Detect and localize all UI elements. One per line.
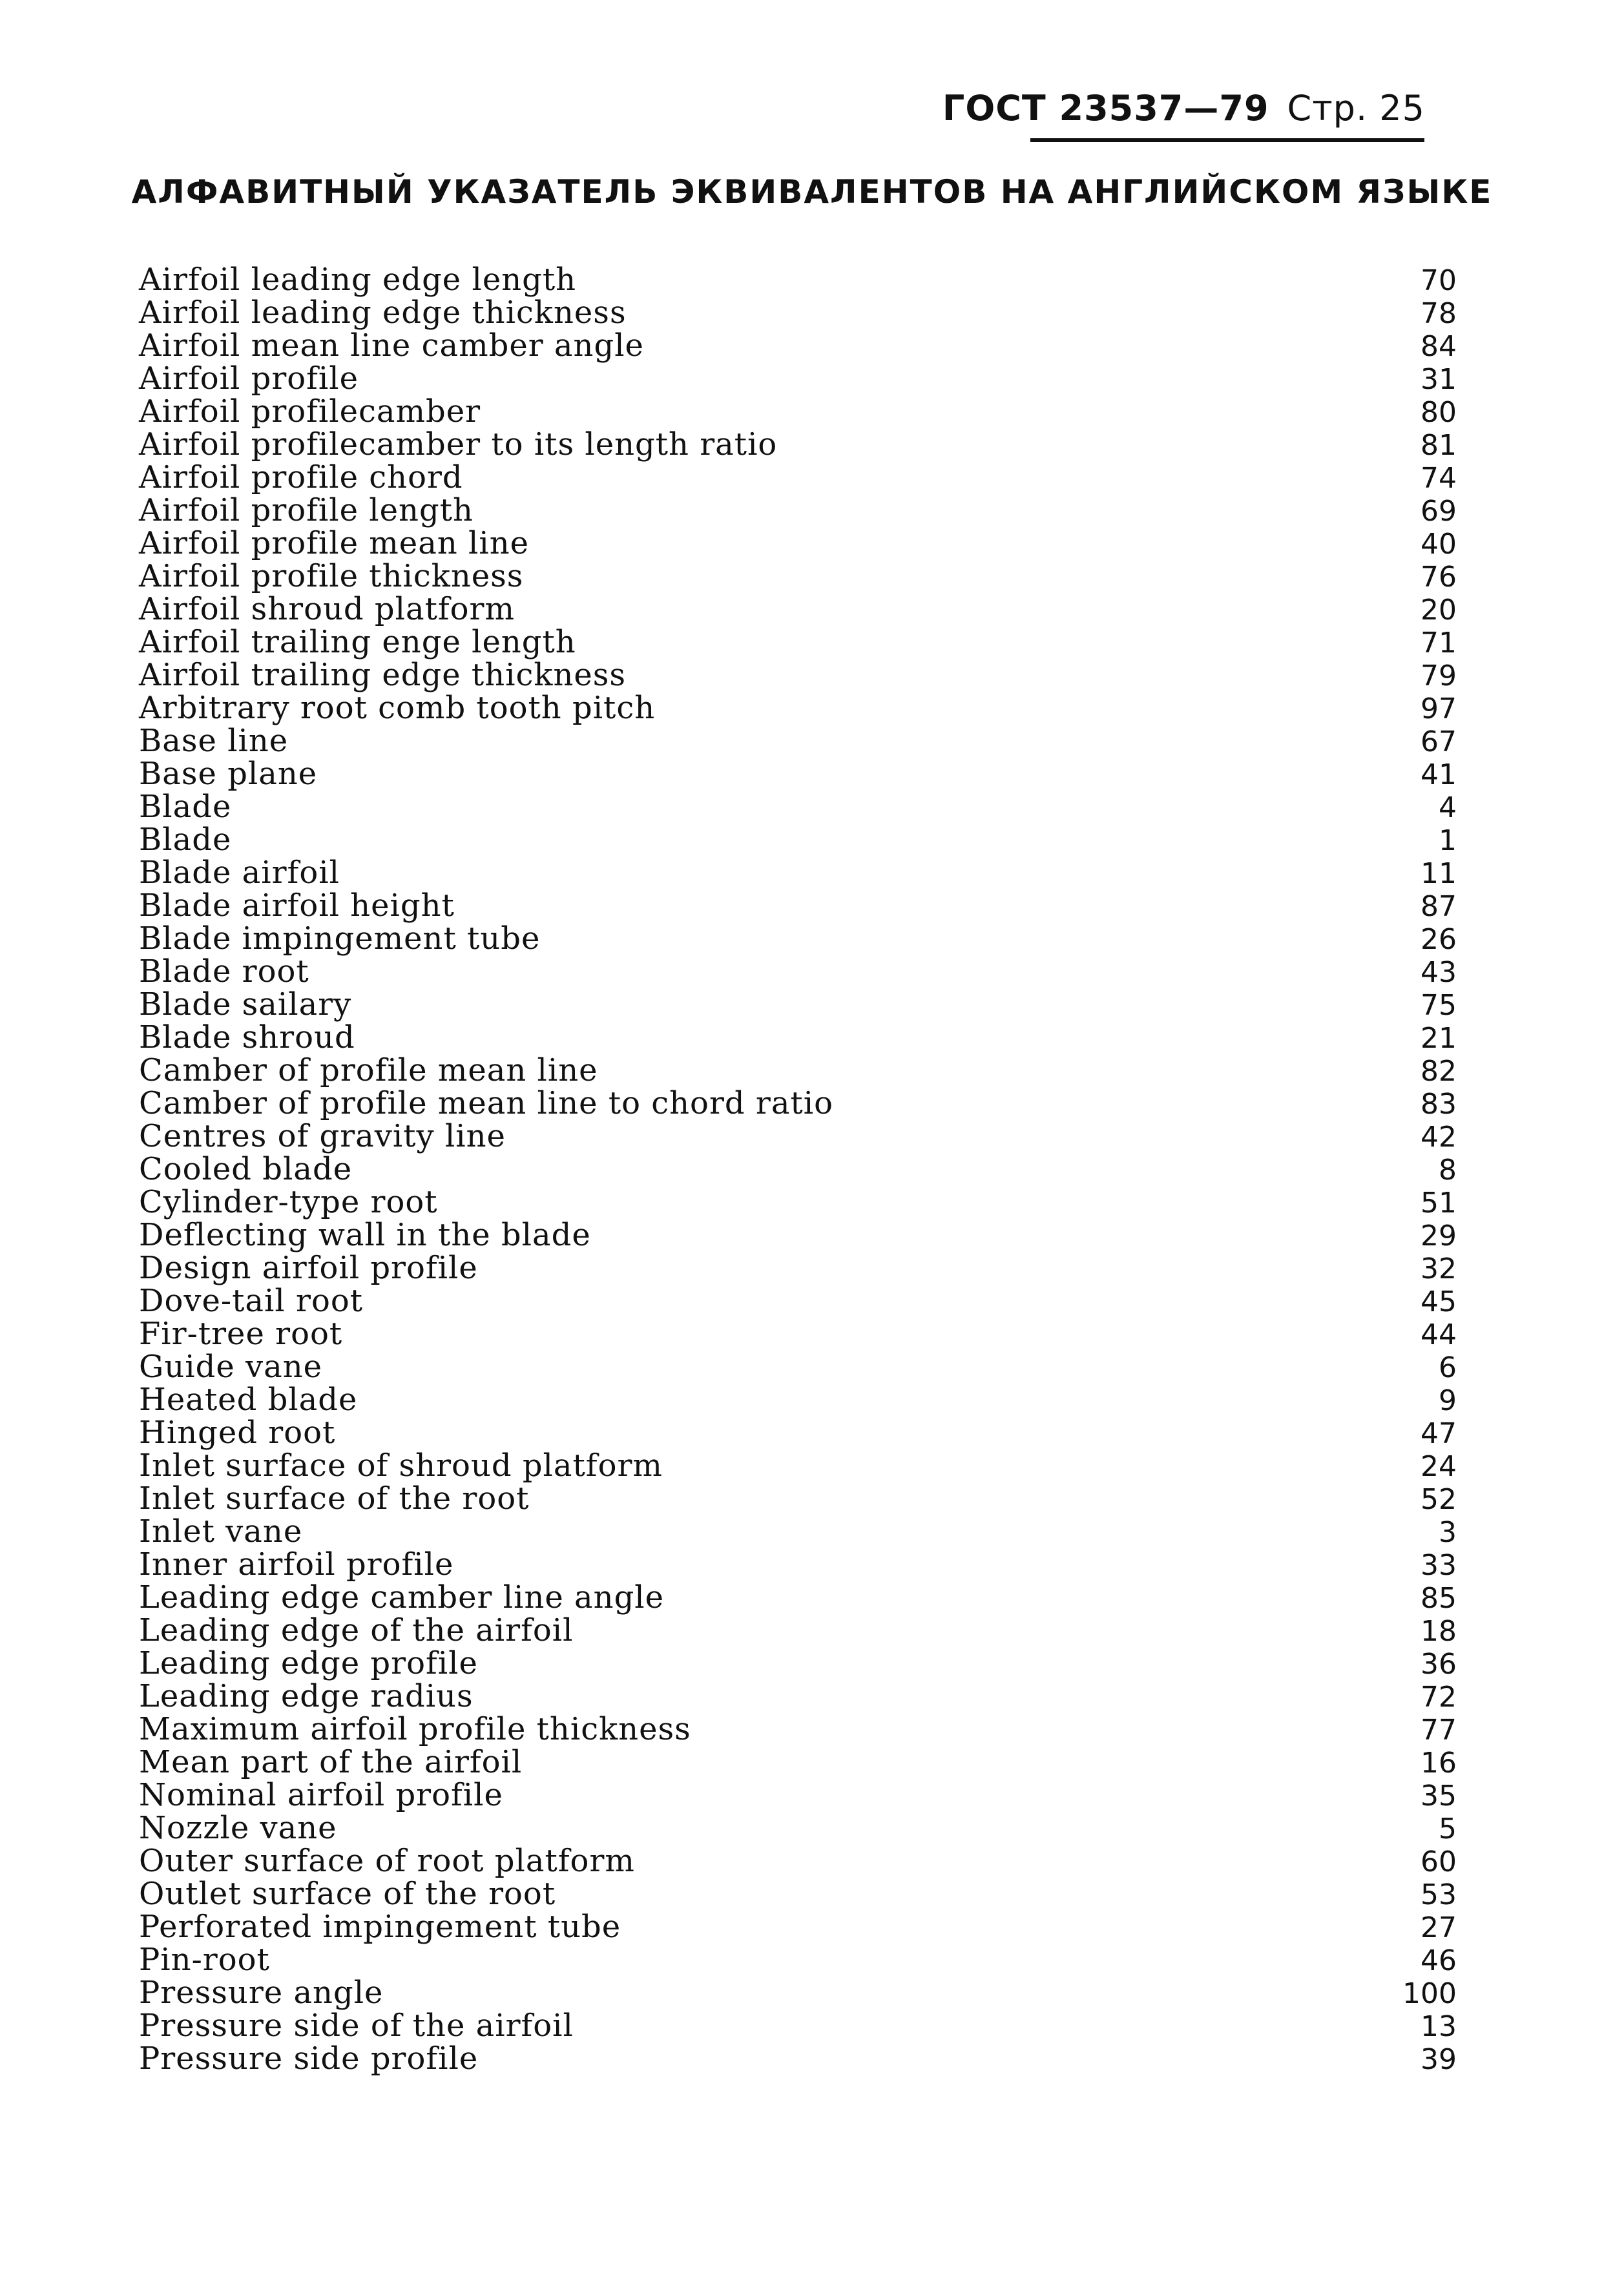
- entry-term: Airfoil leading edge thickness: [139, 295, 627, 331]
- entry-number: 40: [1421, 528, 1457, 561]
- entry-term: Airfoil trailing enge length: [139, 624, 576, 660]
- entry-term: Pressure side of the airfoil: [139, 2008, 574, 2044]
- entry-number: 41: [1421, 758, 1457, 791]
- page-title: АЛФАВИТНЫЙ УКАЗАТЕЛЬ ЭКВИВАЛЕНТОВ НА АНГЛИЙСКОМ ЯЗЫКЕ: [131, 173, 1493, 211]
- entry-number: 42: [1421, 1121, 1457, 1154]
- entry-term: Blade: [139, 789, 232, 825]
- index-entry: [139, 756, 1457, 792]
- entry-term: Nozzle vane: [139, 1810, 337, 1846]
- entry-number: 45: [1421, 1285, 1457, 1318]
- index-entry: [139, 1909, 1457, 1945]
- index-entry: [139, 1579, 1457, 1615]
- index-entry: [139, 2041, 1457, 2077]
- entry-number: 77: [1421, 1714, 1457, 1747]
- entry-number: 27: [1421, 1911, 1457, 1944]
- entry-number: 60: [1421, 1845, 1457, 1878]
- index-entry: [139, 591, 1457, 627]
- index-entry: [139, 426, 1457, 462]
- index-entry: [139, 492, 1457, 528]
- index-entry: [139, 1283, 1457, 1319]
- index-entry: [139, 1975, 1457, 2011]
- entry-term: Camber of profile mean line: [139, 1052, 598, 1088]
- entry-number: 33: [1421, 1549, 1457, 1582]
- index-entry: [139, 1250, 1457, 1286]
- entry-term: Fir-tree root: [139, 1316, 343, 1352]
- entry-number: 97: [1421, 692, 1457, 725]
- page-number: Стр. 25: [1287, 88, 1425, 129]
- entry-term: Mean part of the airfoil: [139, 1744, 523, 1780]
- entry-number: 85: [1421, 1582, 1457, 1615]
- index-entry: [139, 558, 1457, 594]
- entry-term: Heated blade: [139, 1382, 358, 1418]
- entry-number: 16: [1421, 1747, 1457, 1780]
- index-entry: [139, 1876, 1457, 1912]
- entry-term: Airfoil trailing edge thickness: [139, 657, 627, 693]
- entry-term: Leading edge of the airfoil: [139, 1612, 574, 1648]
- entry-number: 52: [1421, 1483, 1457, 1516]
- index-entry: [139, 459, 1457, 495]
- entry-term: Leading edge profile: [139, 1645, 478, 1681]
- index-entry: [139, 262, 1457, 298]
- entry-term: Inner airfoil profile: [139, 1546, 454, 1583]
- entry-term: Airfoil profilecamber to its length ratio: [139, 426, 778, 462]
- entry-number: 3: [1439, 1516, 1457, 1549]
- index-entry: [139, 953, 1457, 990]
- entry-number: 67: [1421, 725, 1457, 758]
- entry-number: 47: [1421, 1417, 1457, 1450]
- entry-term: Outer surface of root platform: [139, 1843, 635, 1879]
- entry-term: Nominal airfoil profile: [139, 1777, 503, 1813]
- entry-term: Blade root: [139, 953, 309, 990]
- index-entry: [139, 1085, 1457, 1121]
- entry-term: Base line: [139, 723, 289, 759]
- entry-term: Perforated impingement tube: [139, 1909, 621, 1945]
- index-entry: [139, 1382, 1457, 1418]
- entry-number: 46: [1421, 1944, 1457, 1977]
- index-entry: [139, 2008, 1457, 2044]
- index-entry: [139, 1184, 1457, 1220]
- entry-number: 75: [1421, 989, 1457, 1022]
- index-entry: [139, 360, 1457, 397]
- entry-term: Centres of gravity line: [139, 1118, 506, 1154]
- entry-number: 20: [1421, 594, 1457, 627]
- entry-number: 79: [1421, 660, 1457, 692]
- index-entry: [139, 1316, 1457, 1352]
- entry-term: Airfoil profile chord: [139, 459, 463, 495]
- index-entry: [139, 1711, 1457, 1747]
- index-entry: [139, 690, 1457, 726]
- entry-term: Cooled blade: [139, 1151, 353, 1187]
- entry-number: 76: [1421, 561, 1457, 594]
- index-entry: [139, 1448, 1457, 1484]
- entry-term: Airfoil leading edge length: [139, 262, 577, 298]
- index-entry: [139, 1612, 1457, 1648]
- index-entry: [139, 888, 1457, 924]
- entry-term: Airfoil profile thickness: [139, 558, 524, 594]
- index-entry: [139, 1645, 1457, 1681]
- entry-number: 31: [1421, 363, 1457, 396]
- entry-term: Pin-root: [139, 1942, 270, 1978]
- entry-term: Blade shroud: [139, 1019, 355, 1055]
- entry-number: 80: [1421, 396, 1457, 429]
- index-entry: [139, 1777, 1457, 1813]
- entry-number: 4: [1439, 791, 1457, 824]
- entry-number: 51: [1421, 1187, 1457, 1220]
- index-entry: [139, 393, 1457, 430]
- entry-term: Airfoil profilecamber: [139, 393, 481, 430]
- index-entry: [139, 1019, 1457, 1055]
- entry-number: 81: [1421, 429, 1457, 462]
- page-header: [942, 88, 1425, 129]
- header-rule: [1030, 138, 1424, 142]
- entry-number: 72: [1421, 1681, 1457, 1714]
- entry-number: 69: [1421, 495, 1457, 528]
- entry-number: 26: [1421, 923, 1457, 956]
- entry-term: Blade airfoil: [139, 855, 340, 891]
- index-entry: [139, 1843, 1457, 1879]
- entry-number: 87: [1421, 890, 1457, 923]
- entry-number: 36: [1421, 1648, 1457, 1681]
- entry-number: 82: [1421, 1055, 1457, 1088]
- entry-number: 8: [1439, 1154, 1457, 1187]
- entry-term: Airfoil profile length: [139, 492, 474, 528]
- entry-term: Blade impingement tube: [139, 920, 541, 957]
- index-entry: [139, 525, 1457, 561]
- entry-number: 39: [1421, 2043, 1457, 2076]
- entry-term: Pressure side profile: [139, 2041, 479, 2077]
- entry-number: 6: [1439, 1351, 1457, 1384]
- entry-term: Cylinder-type root: [139, 1184, 438, 1220]
- entry-term: Airfoil profile: [139, 360, 359, 397]
- entry-term: Base plane: [139, 756, 318, 792]
- entry-term: Inlet vane: [139, 1513, 303, 1550]
- entry-number: 9: [1439, 1384, 1457, 1417]
- entry-term: Airfoil shroud platform: [139, 591, 515, 627]
- entry-number: 84: [1421, 330, 1457, 363]
- entry-term: Arbitrary root comb tooth pitch: [139, 690, 656, 726]
- entry-term: Design airfoil profile: [139, 1250, 478, 1286]
- index-entry: [139, 657, 1457, 693]
- index-entry: [139, 1052, 1457, 1088]
- index-entry: [139, 723, 1457, 759]
- index-entry: [139, 1118, 1457, 1154]
- entry-number: 35: [1421, 1780, 1457, 1813]
- entry-number: 29: [1421, 1220, 1457, 1252]
- index-entry: [139, 1217, 1457, 1253]
- entry-term: Airfoil mean line camber angle: [139, 327, 644, 364]
- entry-number: 24: [1421, 1450, 1457, 1483]
- index-entry: [139, 1349, 1457, 1385]
- index-entry: [139, 855, 1457, 891]
- entry-term: Airfoil profile mean line: [139, 525, 530, 561]
- entry-term: Deflecting wall in the blade: [139, 1217, 591, 1253]
- entry-term: Leading edge camber line angle: [139, 1579, 665, 1615]
- index-list: [139, 262, 1457, 2077]
- entry-term: Pressure angle: [139, 1975, 384, 2011]
- index-entry: [139, 822, 1457, 858]
- entry-number: 53: [1421, 1878, 1457, 1911]
- index-entry: [139, 1810, 1457, 1846]
- entry-term: Blade sailary: [139, 986, 352, 1023]
- entry-term: Dove-tail root: [139, 1283, 364, 1319]
- index-entry: [139, 789, 1457, 825]
- entry-number: 13: [1421, 2010, 1457, 2043]
- entry-number: 1: [1439, 824, 1457, 857]
- entry-number: 32: [1421, 1252, 1457, 1285]
- entry-term: Guide vane: [139, 1349, 323, 1385]
- index-entry: [139, 327, 1457, 364]
- entry-number: 21: [1421, 1022, 1457, 1055]
- entry-term: Leading edge radius: [139, 1678, 474, 1714]
- entry-term: Camber of profile mean line to chord ratio: [139, 1085, 833, 1121]
- entry-number: 70: [1421, 264, 1457, 297]
- entry-number: 5: [1439, 1813, 1457, 1845]
- entry-number: 11: [1421, 857, 1457, 890]
- index-entry: [139, 1513, 1457, 1550]
- entry-number: 44: [1421, 1318, 1457, 1351]
- entry-number: 78: [1421, 297, 1457, 330]
- index-entry: [139, 986, 1457, 1023]
- entry-term: Blade: [139, 822, 232, 858]
- index-entry: [139, 1942, 1457, 1978]
- index-entry: [139, 1678, 1457, 1714]
- index-entry: [139, 1151, 1457, 1187]
- entry-number: 83: [1421, 1088, 1457, 1121]
- entry-number: 100: [1402, 1977, 1457, 2010]
- entry-term: Maximum airfoil profile thickness: [139, 1711, 691, 1747]
- entry-term: Inlet surface of shroud platform: [139, 1448, 663, 1484]
- index-entry: [139, 1480, 1457, 1517]
- entry-term: Outlet surface of the root: [139, 1876, 556, 1912]
- index-entry: [139, 295, 1457, 331]
- index-entry: [139, 920, 1457, 957]
- entry-number: 43: [1421, 956, 1457, 989]
- index-entry: [139, 1744, 1457, 1780]
- entry-term: Inlet surface of the root: [139, 1480, 530, 1517]
- index-entry: [139, 1546, 1457, 1583]
- entry-term: Hinged root: [139, 1415, 336, 1451]
- index-entry: [139, 624, 1457, 660]
- entry-term: Blade airfoil height: [139, 888, 455, 924]
- index-entry: [139, 1415, 1457, 1451]
- standard-number: ГОСТ 23537—79: [942, 88, 1269, 129]
- entry-number: 74: [1421, 462, 1457, 495]
- entry-number: 18: [1421, 1615, 1457, 1648]
- entry-number: 71: [1421, 627, 1457, 660]
